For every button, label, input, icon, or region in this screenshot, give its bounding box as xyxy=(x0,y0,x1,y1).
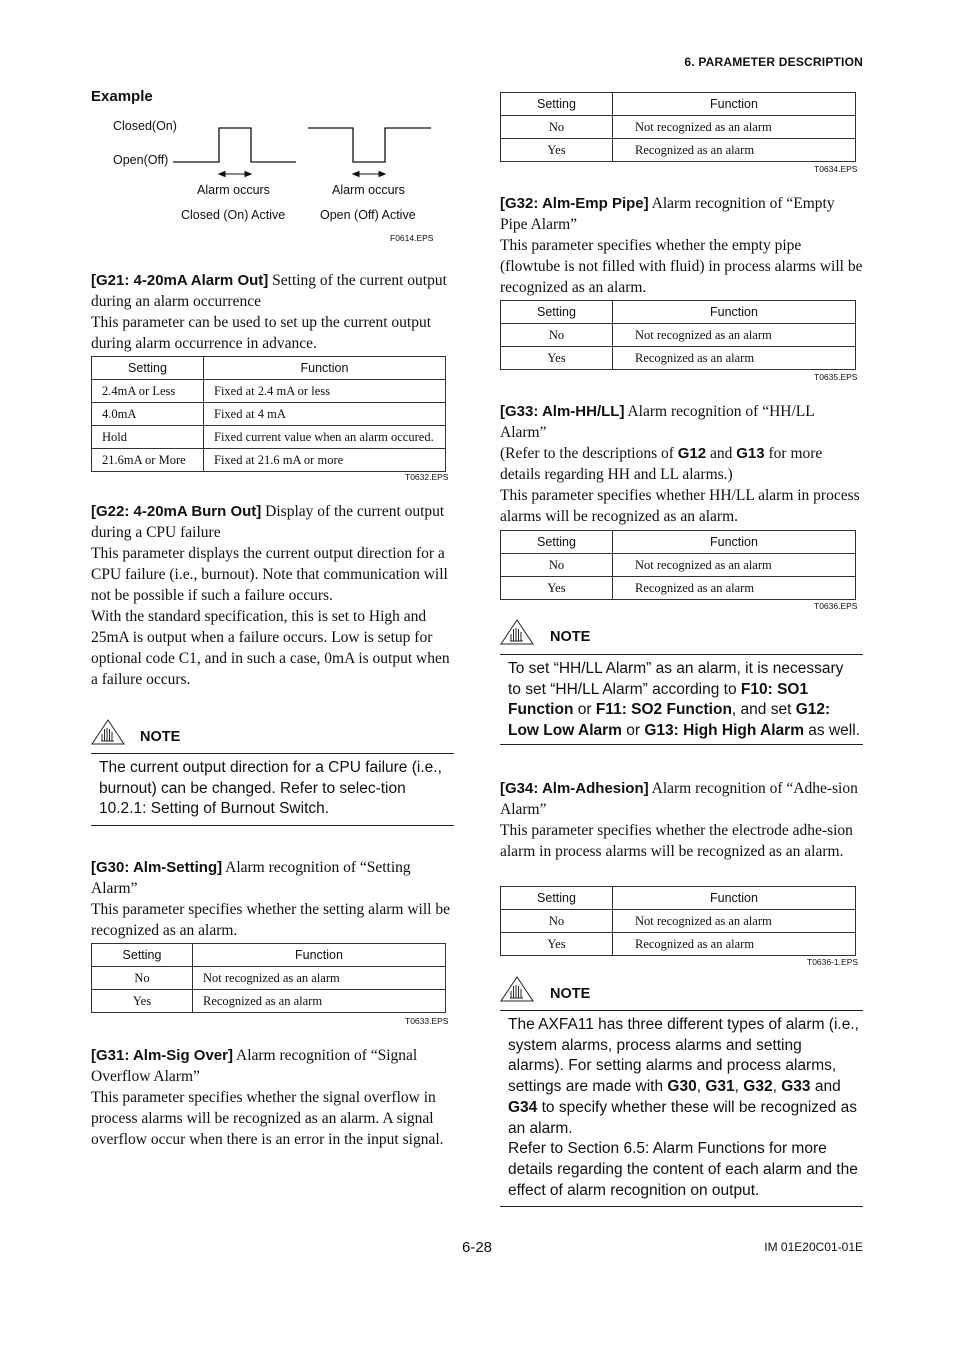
g33-ref-g13: G13 xyxy=(736,445,765,462)
table-header-function: Function xyxy=(613,93,856,116)
table-row xyxy=(92,990,446,1013)
g31-table xyxy=(500,92,856,162)
table-header-function: Function xyxy=(204,357,446,380)
table-header-setting: Setting xyxy=(501,301,613,324)
table-cell-function: Recognized as an alarm xyxy=(613,577,856,600)
table-header-function: Function xyxy=(193,944,446,967)
g32-heading: [G32: Alm-Emp Pipe] xyxy=(500,195,649,212)
g34-section xyxy=(500,778,863,862)
table-row xyxy=(501,324,856,347)
divider xyxy=(91,825,454,826)
table-cell-function: Recognized as an alarm xyxy=(193,990,446,1013)
table-row xyxy=(501,116,856,139)
note-label: NOTE xyxy=(140,729,181,745)
table-cell-setting: Yes xyxy=(92,990,193,1013)
table-cell-function: Recognized as an alarm xyxy=(613,933,856,956)
g30-section xyxy=(91,857,454,941)
note-text: The current output direction for a CPU failure (i.e., burnout) can be changed. Refer to selec-tion 10.2.1: Setting of Burnout Switch. xyxy=(99,759,442,818)
table-row xyxy=(501,139,856,162)
g30-heading-desc: Alarm recognition of “Setting Alarm” xyxy=(91,859,411,897)
table-cell-setting: 2.4mA or Less xyxy=(92,380,204,403)
table-cell-function: Fixed at 21.6 mA or more xyxy=(204,449,446,472)
g31-section xyxy=(91,1045,454,1150)
table-cell-function: Fixed at 4 mA xyxy=(204,403,446,426)
g21-section xyxy=(91,270,454,354)
g33-section xyxy=(500,401,863,527)
table-cell-setting: Yes xyxy=(501,347,613,370)
g33-heading: [G33: Alm-HH/LL] xyxy=(500,403,625,420)
divider xyxy=(91,753,454,754)
closed-on-label: Closed(On) xyxy=(113,119,177,133)
g33-table xyxy=(500,530,856,600)
g30-table xyxy=(91,943,446,1013)
table-row xyxy=(501,933,856,956)
table-cell-setting: No xyxy=(501,910,613,933)
double-arrow-icon xyxy=(353,172,385,177)
table-header-setting: Setting xyxy=(501,531,613,554)
g22-body-1: This parameter displays the current output direction for a CPU failure (i.e., burnout). Note that communication will not be possible if such a failure occurs. xyxy=(91,545,448,604)
g34-heading-desc: Alarm recognition of “Adhe-sion Alarm” xyxy=(500,780,858,818)
alarm-occurs-label-1: Alarm occurs xyxy=(197,183,270,197)
table-row xyxy=(501,910,856,933)
table-cell-setting: No xyxy=(92,967,193,990)
note-label: NOTE xyxy=(550,986,591,1002)
table-row xyxy=(92,380,446,403)
g34-body: This parameter specifies whether the electrode adhe-sion alarm in process alarms will be recognized as an alarm. xyxy=(500,822,853,860)
table-cell-function: Not recognized as an alarm xyxy=(613,554,856,577)
divider xyxy=(500,744,863,745)
g22-body-2: With the standard specification, this is set to High and 25mA is output when a failure occurs. Low is setup for optional code C1, and in such a case, 0mA is output when a failure occurs. xyxy=(91,608,450,688)
g32-section xyxy=(500,193,863,298)
g31-heading-desc: Alarm recognition of “Signal Overflow Alarm” xyxy=(91,1047,418,1085)
table-cell-function: Not recognized as an alarm xyxy=(193,967,446,990)
g32-table xyxy=(500,300,856,370)
table-cell-setting: Yes xyxy=(501,577,613,600)
table-ref: T0636.EPS xyxy=(814,601,858,611)
g21-heading-desc: Setting of the current output during an alarm occurrence xyxy=(91,272,447,310)
table-row xyxy=(92,449,446,472)
note-text: To set “HH/LL Alarm” as an alarm, it is necessary to set “HH/LL Alarm” according to F10: SO1 Function or F11: SO2 Function, and set G12: Low Low Alarm or G13: High High Alarm as well. xyxy=(508,660,860,740)
g30-body: This parameter specifies whether the setting alarm will be recognized as an alarm. xyxy=(91,901,450,939)
double-arrow-icon xyxy=(219,172,251,177)
note-text: The AXFA11 has three different types of alarm (i.e., system alarms, process alarms and setting alarms). For setting alarms and process alarms, settings are made with G30, G31, G32, G33 and G34 to specify whether these will be recognized as an alarm. Refer to Section 6.5: Alarm Functions for more details regarding the content of each alarm and the effect of alarm recognition on output. xyxy=(508,1016,859,1199)
table-cell-setting: No xyxy=(501,116,613,139)
g31-body: This parameter specifies whether the signal overflow in process alarms will be recognized as an alarm. A signal overflow occur when there is an error in the input signal. xyxy=(91,1089,444,1148)
table-row xyxy=(92,426,446,449)
table-header-function: Function xyxy=(613,301,856,324)
note-label: NOTE xyxy=(550,629,591,645)
table-cell-function: Not recognized as an alarm xyxy=(613,116,856,139)
table-ref: T0635.EPS xyxy=(814,372,858,382)
table-ref: T0632.EPS xyxy=(405,472,449,482)
g21-table xyxy=(91,356,446,472)
g32-heading-desc: Alarm recognition of “Empty Pipe Alarm” xyxy=(500,195,835,233)
g21-body: This parameter can be used to set up the current output during alarm occurrence in advance. xyxy=(91,314,432,352)
g33-body: This parameter specifies whether HH/LL alarm in process alarms will be recognized as an alarm. xyxy=(500,487,860,525)
table-row xyxy=(501,577,856,600)
g22-section xyxy=(91,501,454,690)
table-cell-function: Not recognized as an alarm xyxy=(613,324,856,347)
table-cell-setting: Yes xyxy=(501,139,613,162)
divider xyxy=(500,1010,863,1011)
table-cell-setting: Hold xyxy=(92,426,204,449)
table-row xyxy=(92,403,446,426)
table-cell-function: Recognized as an alarm xyxy=(613,347,856,370)
open-active-caption: Open (Off) Active xyxy=(320,208,416,222)
table-header-setting: Setting xyxy=(501,887,613,910)
g21-heading: [G21: 4-20mA Alarm Out] xyxy=(91,272,269,289)
g30-heading: [G30: Alm-Setting] xyxy=(91,859,223,876)
table-header-function: Function xyxy=(613,887,856,910)
g33-reference xyxy=(500,443,863,485)
table-header-setting: Setting xyxy=(501,93,613,116)
g33-ref-g12: G12 xyxy=(677,445,707,462)
table-row xyxy=(92,967,446,990)
example-title: Example xyxy=(91,88,153,105)
closed-active-caption: Closed (On) Active xyxy=(181,208,286,222)
table-row xyxy=(501,347,856,370)
note-hand-icon xyxy=(500,619,534,645)
table-header-function: Function xyxy=(613,531,856,554)
note-hand-icon xyxy=(91,719,125,745)
table-cell-setting: No xyxy=(501,324,613,347)
g33-ref-and: and xyxy=(706,445,737,462)
table-cell-setting: 4.0mA xyxy=(92,403,204,426)
table-ref: T0636-1.EPS xyxy=(807,957,859,967)
page-number: 6-28 xyxy=(461,1239,493,1256)
g22-heading-desc: Display of the current output during a CPU failure xyxy=(91,503,445,541)
table-cell-setting: Yes xyxy=(501,933,613,956)
g33-heading-desc: Alarm recognition of “HH/LL Alarm” xyxy=(500,403,815,441)
document-id: IM 01E20C01-01E xyxy=(764,1240,863,1254)
table-header-setting: Setting xyxy=(92,357,204,380)
note-hand-icon xyxy=(500,976,534,1002)
table-cell-function: Fixed current value when an alarm occured. xyxy=(204,426,446,449)
g34-table xyxy=(500,886,856,956)
g31-heading: [G31: Alm-Sig Over] xyxy=(91,1047,233,1064)
open-off-label: Open(Off) xyxy=(113,153,169,167)
table-header-setting: Setting xyxy=(92,944,193,967)
open-active-waveform xyxy=(308,128,431,162)
table-ref: T0633.EPS xyxy=(405,1016,449,1026)
g33-ref-post: for more details regarding HH and LL alarms.) xyxy=(500,445,823,483)
closed-active-waveform xyxy=(173,128,296,162)
divider xyxy=(500,1206,863,1207)
g34-heading: [G34: Alm-Adhesion] xyxy=(500,780,649,797)
divider xyxy=(500,654,863,655)
section-header: 6. PARAMETER DESCRIPTION xyxy=(684,55,863,69)
alarm-occurs-label-2: Alarm occurs xyxy=(332,183,405,197)
table-cell-setting: 21.6mA or More xyxy=(92,449,204,472)
figure-ref: F0614.EPS xyxy=(390,233,434,243)
g22-heading: [G22: 4-20mA Burn Out] xyxy=(91,503,262,520)
g32-body: This parameter specifies whether the empty pipe (flowtube is not filled with fluid) in process alarms will be recognized as an alarm. xyxy=(500,237,863,296)
g33-ref-text: (Refer to the descriptions of xyxy=(500,445,678,462)
table-cell-function: Recognized as an alarm xyxy=(613,139,856,162)
table-cell-setting: No xyxy=(501,554,613,577)
table-cell-function: Not recognized as an alarm xyxy=(613,910,856,933)
table-row xyxy=(501,554,856,577)
table-ref: T0634.EPS xyxy=(814,164,858,174)
table-cell-function: Fixed at 2.4 mA or less xyxy=(204,380,446,403)
